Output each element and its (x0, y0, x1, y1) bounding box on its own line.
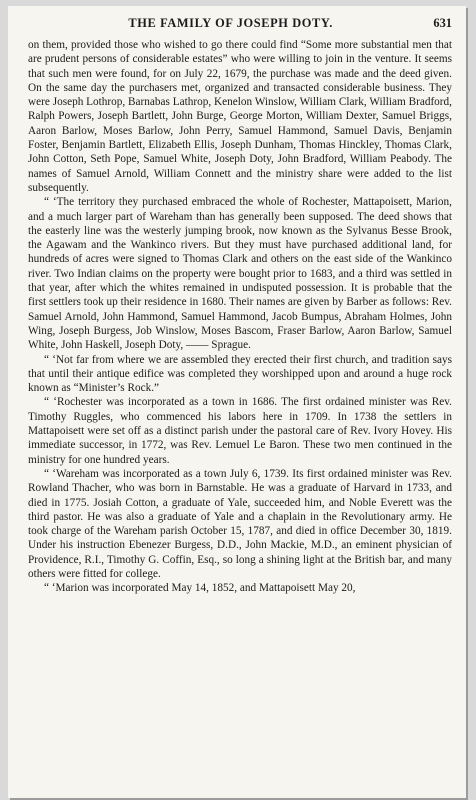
paragraph-rochester: “ ‘Rochester was incorporated as a town in 1686. The first ordained minister was Rev. Timothy Ruggles, who commenced his labors here in 1709. In 1738 the settlers in Mattapoisett were set off as a distinct parish under the pastoral care of Rev. Ivory Hovey. His immediate successor, in 1772, was Rev. Lemuel Le Baron. These two men continued in the ministry for one hundred years. (28, 396, 452, 466)
paragraph-territory: “ ‘The territory they purchased embraced the whole of Rochester, Mattapoisett, Marion, and a much larger part of Wareham than has generally been supposed. The deed shows that the easterly line was the westerly jumping brook, now known as the Sylvanus Besse Brook, the Agawam and the Wankinco rivers. But they must have purchased additional land, for hundreds of acres were signed to Thomas Clark and others on the east side of the Wankinco river. Two Indian claims on the property were bought prior to 1683, and a third was settled in that year, after which the whites remained in undisputed possession. It is probable that the first settlers took up their residence in 1680. Their names are given by Barber as follows: Rev. Samuel Arnold, John Hammond, Samuel Hammond, Jacob Bumpus, Abraham Holmes, John Wing, Joseph Burgess, Job Winslow, Moses Bascom, Fraser Barlow, Aaron Barlow, Samuel White, John Haskell, Joseph Doty, —— Sprague. (28, 196, 452, 352)
page-body (28, 38, 452, 596)
paragraph-purchasers: on them, provided those who wished to go there could find “Some more substantial men that are prudent persons of considerable estates” who were willing to join in the venture. It seems that such men were found, for on July 22, 1679, the purchase was made and the deed given. On the same day the purchasers met, organized and transacted considerable business. They were Joseph Lothrop, Barnabas Lathrop, Kenelon Winslow, William Clark, William Bradford, Ralph Powers, Joseph Bartlett, John Burge, George Morton, William Dexter, Samuel Briggs, Aaron Barlow, Moses Barlow, John Perry, Samuel Hammond, Samuel Davis, Benjamin Foster, Benjamin Bartlett, Elizabeth Ellis, Joseph Dunham, Thomas Hinckley, Thomas Clark, John Cotton, Seth Pope, Samuel White, Joseph Doty, John Bradford, William Peabody. The names of Samuel Arnold, William Connett and the ministry share were added to the list subsequently. (28, 39, 452, 194)
book-page (8, 6, 466, 798)
page-header (28, 16, 452, 31)
paragraph-marion: “ ‘Marion was incorporated May 14, 1852, and Mattapoisett May 20, (44, 582, 356, 595)
page-number: 631 (433, 16, 452, 30)
running-head: THE FAMILY OF JOSEPH DOTY. (128, 16, 333, 30)
paragraph-wareham: “ ‘Wareham was incorporated as a town July 6, 1739. Its first ordained minister was Rev. Rowland Thacher, who was born in Barnstable. He was a graduate of Harvard in 1733, and died in 1775. Josiah Cotton, a graduate of Yale, succeeded him, and Noble Everett was the third pastor. He was also a graduate of Yale and a chaplain in the Revolutionary army. He took charge of the Wareham parish October 15, 1787, and died in office December 30, 1819. Under his instruction Ebenezer Burgess, D.D., John Mackie, M.D., an eminent physician of Providence, R.I., Timothy G. Coffin, Esq., so long a shining light at the British bar, and many others were fitted for college. (28, 467, 452, 580)
paragraph-first-church: “ ‘Not far from where we are assembled they erected their first church, and tradition says that until their antique edifice was completed they worshipped upon and around a huge rock known as “Minister’s Rock.” (28, 353, 452, 395)
